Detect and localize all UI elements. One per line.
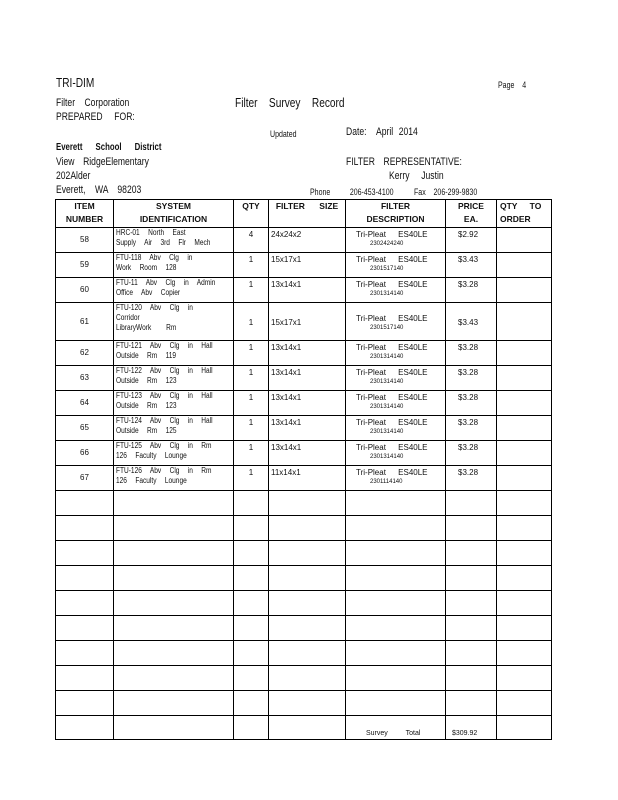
- item-number: 65: [56, 416, 114, 441]
- empty-cell: [269, 641, 346, 666]
- empty-cell: [114, 716, 234, 740]
- qty-to-order-cell[interactable]: [497, 366, 552, 391]
- table-row: [56, 366, 552, 391]
- company-line: Filter Corporation: [56, 97, 130, 109]
- empty-cell: [446, 491, 497, 516]
- empty-table-row: [56, 616, 552, 641]
- empty-table-row: [56, 591, 552, 616]
- empty-cell: [56, 591, 114, 616]
- empty-cell: [269, 516, 346, 541]
- item-number: 66: [56, 441, 114, 466]
- empty-cell: [114, 541, 234, 566]
- item-number: 67: [56, 466, 114, 491]
- empty-cell: [446, 591, 497, 616]
- empty-cell: [56, 641, 114, 666]
- empty-cell: [114, 666, 234, 691]
- empty-cell: [56, 541, 114, 566]
- filter-description: Tri-Pleat ES40LE 2301314140: [346, 278, 446, 303]
- updated-label: Updated: [270, 129, 297, 139]
- empty-cell[interactable]: [497, 666, 552, 691]
- rep-name: Kerry Justin: [389, 170, 444, 182]
- filter-size: 24x24x2: [269, 228, 346, 253]
- address-line: 202Alder: [56, 170, 91, 182]
- empty-table-row: [56, 566, 552, 591]
- city-line: Everett, WA 98203: [56, 184, 142, 196]
- quantity: 1: [234, 278, 269, 303]
- empty-cell: [114, 491, 234, 516]
- empty-cell: [114, 591, 234, 616]
- empty-cell[interactable]: [497, 566, 552, 591]
- quantity: 1: [234, 441, 269, 466]
- unit-price: $3.28: [446, 341, 497, 366]
- empty-cell: [346, 666, 446, 691]
- qty-to-order-cell[interactable]: [497, 253, 552, 278]
- empty-cell: [234, 591, 269, 616]
- system-identification: FTU-118 Abv Clg in Work Room 128: [114, 253, 234, 278]
- item-number: 60: [56, 278, 114, 303]
- table-row: [56, 341, 552, 366]
- company-name: TRI-DIM: [56, 75, 95, 90]
- filter-size: 15x17x1: [269, 303, 346, 341]
- table-row: [56, 391, 552, 416]
- empty-cell: [234, 491, 269, 516]
- quantity: 1: [234, 416, 269, 441]
- empty-cell: [346, 641, 446, 666]
- filter-size: 13x14x1: [269, 391, 346, 416]
- empty-cell: [114, 641, 234, 666]
- empty-cell: [446, 541, 497, 566]
- table-row: [56, 253, 552, 278]
- survey-total-label: Survey Total: [346, 716, 446, 740]
- empty-cell[interactable]: [497, 491, 552, 516]
- qty-to-order-cell[interactable]: [497, 441, 552, 466]
- empty-cell: [114, 566, 234, 591]
- empty-cell: [56, 516, 114, 541]
- system-identification: FTU-11 Abv Clg in Admin Office Abv Copier: [114, 278, 234, 303]
- quantity: 1: [234, 253, 269, 278]
- survey-total-value: $309.92: [446, 716, 497, 740]
- filter-size: 13x14x1: [269, 366, 346, 391]
- empty-cell: [114, 516, 234, 541]
- item-number: 58: [56, 228, 114, 253]
- page-indicator: Page 4: [498, 80, 527, 90]
- column-header-item: ITEM NUMBER: [56, 200, 114, 228]
- unit-price: $3.28: [446, 416, 497, 441]
- quantity: 1: [234, 391, 269, 416]
- filter-description: Tri-Pleat ES40LE 2301314140: [346, 341, 446, 366]
- empty-cell: [56, 616, 114, 641]
- item-number: 63: [56, 366, 114, 391]
- empty-cell[interactable]: [497, 641, 552, 666]
- empty-cell: [446, 566, 497, 591]
- empty-cell: [56, 491, 114, 516]
- empty-cell: [234, 716, 269, 740]
- empty-table-row: [56, 541, 552, 566]
- empty-cell: [234, 616, 269, 641]
- filter-description: Tri-Pleat ES40LE 2301314140: [346, 391, 446, 416]
- empty-cell: [234, 691, 269, 716]
- unit-price: $3.43: [446, 303, 497, 341]
- empty-cell: [234, 541, 269, 566]
- empty-cell: [269, 616, 346, 641]
- filter-size: 13x14x1: [269, 441, 346, 466]
- qty-to-order-cell[interactable]: [497, 391, 552, 416]
- empty-cell: [446, 516, 497, 541]
- system-identification: FTU-123 Abv Clg in Hall Outside Rm 123: [114, 391, 234, 416]
- filter-size: 13x14x1: [269, 416, 346, 441]
- empty-cell: [446, 641, 497, 666]
- empty-cell: [346, 491, 446, 516]
- fax-field: Fax 206-299-9830: [414, 187, 478, 197]
- empty-cell: [446, 691, 497, 716]
- system-identification: FTU-125 Abv Clg in Rm 126 Faculty Lounge: [114, 441, 234, 466]
- empty-cell: [56, 666, 114, 691]
- empty-cell[interactable]: [497, 591, 552, 616]
- empty-cell[interactable]: [497, 516, 552, 541]
- table-row: [56, 466, 552, 491]
- unit-price: $3.28: [446, 441, 497, 466]
- empty-cell: [346, 616, 446, 641]
- date-field: Date: April 2014: [346, 126, 418, 138]
- quantity: 1: [234, 466, 269, 491]
- empty-cell: [269, 566, 346, 591]
- empty-cell: [234, 566, 269, 591]
- empty-cell: [446, 616, 497, 641]
- quantity: 1: [234, 366, 269, 391]
- empty-cell: [269, 716, 346, 740]
- filter-description: Tri-Pleat ES40LE 2301114140: [346, 466, 446, 491]
- empty-table-row: [56, 641, 552, 666]
- system-identification: HRC-01 North East Supply Air 3rd Flr Mech: [114, 228, 234, 253]
- column-header-filter-size: FILTER SIZE: [269, 200, 346, 228]
- column-header-price: PRICE EA.: [446, 200, 497, 228]
- empty-cell: [446, 666, 497, 691]
- system-identification: FTU-124 Abv Clg in Hall Outside Rm 125: [114, 416, 234, 441]
- empty-cell: [346, 591, 446, 616]
- unit-price: $2.92: [446, 228, 497, 253]
- column-header-qty: QTY: [234, 200, 269, 228]
- qty-to-order-cell[interactable]: [497, 303, 552, 341]
- qty-to-order-cell[interactable]: [497, 228, 552, 253]
- filter-description: Tri-Pleat ES40LE 2301314140: [346, 441, 446, 466]
- empty-cell: [234, 516, 269, 541]
- system-identification: FTU-120 Abv Clg in Corridor LibraryWork Rm: [114, 303, 234, 341]
- unit-price: $3.43: [446, 253, 497, 278]
- phone-field: Phone 206-453-4100: [310, 187, 394, 197]
- table-header-row: [56, 200, 552, 228]
- system-identification: FTU-126 Abv Clg in Rm 126 Faculty Lounge: [114, 466, 234, 491]
- filter-size: 11x14x1: [269, 466, 346, 491]
- empty-cell[interactable]: [497, 616, 552, 641]
- empty-cell: [346, 691, 446, 716]
- item-number: 61: [56, 303, 114, 341]
- item-number: 62: [56, 341, 114, 366]
- filter-description: Tri-Pleat ES40LE 2301314140: [346, 416, 446, 441]
- empty-cell: [234, 666, 269, 691]
- prepared-for-label: PREPARED FOR:: [56, 111, 135, 123]
- quantity: 1: [234, 341, 269, 366]
- filter-description: Tri-Pleat ES40LE 2301517140: [346, 303, 446, 341]
- rep-label: FILTER REPRESENTATIVE:: [346, 156, 462, 168]
- filter-survey-table: [55, 199, 552, 740]
- filter-size: 13x14x1: [269, 278, 346, 303]
- unit-price: $3.28: [446, 278, 497, 303]
- empty-cell: [56, 716, 114, 740]
- empty-cell: [114, 616, 234, 641]
- empty-cell: [56, 691, 114, 716]
- empty-cell: [269, 491, 346, 516]
- empty-cell[interactable]: [497, 691, 552, 716]
- quantity: 1: [234, 303, 269, 341]
- empty-table-row: [56, 491, 552, 516]
- qty-to-order-cell[interactable]: [497, 416, 552, 441]
- system-identification: FTU-121 Abv Clg in Hall Outside Rm 119: [114, 341, 234, 366]
- filter-description: Tri-Pleat ES40LE 2301314140: [346, 366, 446, 391]
- system-identification: FTU-122 Abv Clg in Hall Outside Rm 123: [114, 366, 234, 391]
- unit-price: $3.28: [446, 466, 497, 491]
- table-row: [56, 278, 552, 303]
- empty-cell: [114, 691, 234, 716]
- empty-cell: [346, 516, 446, 541]
- empty-table-row: [56, 666, 552, 691]
- unit-price: $3.28: [446, 366, 497, 391]
- column-header-qty-to-order: QTY TO ORDER: [497, 200, 552, 228]
- filter-size: 13x14x1: [269, 341, 346, 366]
- empty-cell: [346, 541, 446, 566]
- empty-cell: [269, 541, 346, 566]
- qty-to-order-cell[interactable]: [497, 341, 552, 366]
- empty-cell: [497, 716, 552, 740]
- filter-description: Tri-Pleat ES40LE 2302424240: [346, 228, 446, 253]
- empty-cell: [269, 691, 346, 716]
- item-number: 59: [56, 253, 114, 278]
- filter-description: Tri-Pleat ES40LE 2301517140: [346, 253, 446, 278]
- filter-size: 15x17x1: [269, 253, 346, 278]
- empty-table-row: [56, 691, 552, 716]
- empty-cell[interactable]: [497, 541, 552, 566]
- unit-price: $3.28: [446, 391, 497, 416]
- empty-cell: [269, 591, 346, 616]
- qty-to-order-cell[interactable]: [497, 278, 552, 303]
- quantity: 4: [234, 228, 269, 253]
- table-row: [56, 303, 552, 341]
- school-name: View RidgeElementary: [56, 156, 149, 168]
- document-title: Filter Survey Record: [235, 95, 345, 110]
- qty-to-order-cell[interactable]: [497, 466, 552, 491]
- empty-cell: [269, 666, 346, 691]
- table-row: [56, 228, 552, 253]
- column-header-system: SYSTEM IDENTIFICATION: [114, 200, 234, 228]
- empty-cell: [346, 566, 446, 591]
- empty-table-row: [56, 516, 552, 541]
- table-row: [56, 416, 552, 441]
- survey-total-row: [56, 716, 552, 740]
- table-row: [56, 441, 552, 466]
- item-number: 64: [56, 391, 114, 416]
- empty-cell: [234, 641, 269, 666]
- empty-cell: [56, 566, 114, 591]
- district-name: Everett School District: [56, 142, 162, 153]
- column-header-filter-description: FILTER DESCRIPTION: [346, 200, 446, 228]
